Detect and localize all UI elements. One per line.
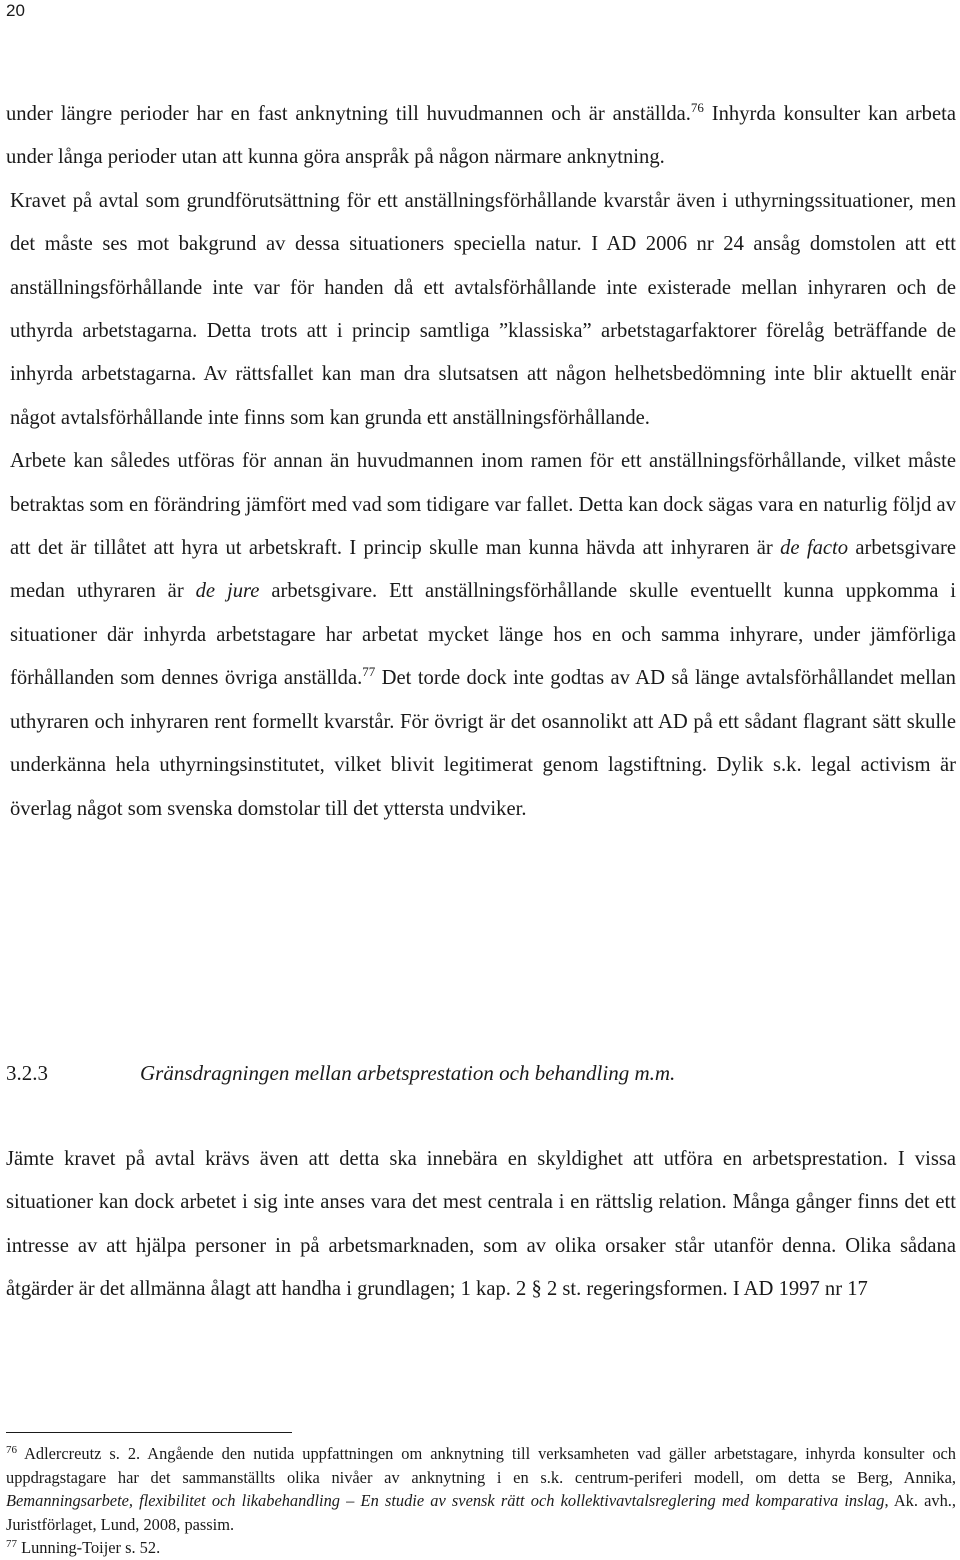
paragraph: Jämte kravet på avtal krävs även att detta ska innebära en skyldighet att utföra en arbetsprestation. I vissa situationer kan dock arbetet i sig inte anses vara det mest centrala i en rättslig relation. Många gånger finns det ett intresse av att hjälpa personer in på arbetsmarknaden, som av olika orsaker står utanför denna. Olika sådana åtgärder är det allmänna ålagt att handha i grundlagen; 1 kap. 2 § 2 st. regeringsformen. I AD 1997 nr 17 <box>6 1148 956 1301</box>
footnote-book-title: Bemanningsarbete, flexibilitet och likabehandling – En studie av svensk rätt och kollektivavtalsreglering med komparativa inslag <box>6 1491 885 1511</box>
footnote-text: , Ak. avh., Juristförlaget, Lund, 2008, passim. <box>6 1491 956 1534</box>
body-text-section-2 <box>6 1138 956 1312</box>
section-heading <box>6 1052 956 1095</box>
footnote-number: 76 <box>6 1444 17 1456</box>
body-text-section-1 <box>6 93 956 831</box>
footnote-ref-76[interactable]: 76 <box>690 100 704 115</box>
page-number: 20 <box>6 1 25 20</box>
text-run: arbetsgivare medan uthyraren är <box>10 537 957 603</box>
text-run: Inhyrda konsulter kan arbeta under långa perioder utan att kunna göra anspråk på någon närmare anknytning. <box>6 103 956 169</box>
footnote-76 <box>6 1442 956 1536</box>
text-run: Det torde dock inte godtas av AD så länge avtalsförhållandet mellan uthyraren och inhyraren rent formellt kvarstår. För övrigt är det osannolikt att AD på ett sådant flagrant sätt skulle underkänna hela uthyrningsinstitutet, vilket blivit legitimerat genom lagstiftning. Dylik s.k. legal activism är överlag något som svenska domstolar till det yttersta undviker. <box>10 667 956 820</box>
text-run: under längre perioder har en fast anknytning till huvudmannen och är anställda. <box>6 103 691 125</box>
footnote-ref-77[interactable]: 77 <box>362 664 376 680</box>
section-number: 3.2.3 <box>6 1061 48 1085</box>
paragraph <box>6 440 956 831</box>
footnote-number: 77 <box>6 1538 17 1551</box>
italic-term: de facto <box>780 537 849 560</box>
footnote-text: Lunning-Toijer s. 52. <box>17 1538 161 1558</box>
paragraph <box>6 93 956 180</box>
italic-term: de jure <box>195 580 260 603</box>
footnotes <box>6 1442 956 1560</box>
paragraph: Kravet på avtal som grundförutsättning för ett anställningsförhållande kvarstår även i uthyrningssituationer, men det måste ses mot bakgrund av dessa situationers speciella natur. I AD 2006 nr 24 ansåg domstolen att ett anställningsförhållande inte var för handen då ett avtalsförhållande inte existerade mellan inhyraren och de uthyrda arbetstagarna. Detta trots att i princip samtliga ”klassiska” arbetstagarfaktorer förelåg beträffande de inhyrda arbetstagarna. Av rättsfallet kan man dra slutsatsen att någon helhetsbedömning inte blir aktuellt enär något avtalsförhållande inte finns som kan grunda ett anställningsförhållande. <box>10 189 956 429</box>
footnote-divider <box>6 1432 292 1433</box>
section-title: Gränsdragningen mellan arbetsprestation och behandling m.m. <box>140 1061 676 1085</box>
text-run: Arbete kan således utföras för annan än huvudmannen inom ramen för ett anställningsförhållande, vilket måste betraktas som en förändring jämfört med vad som tidigare var fallet. Detta kan dock sägas vara en naturlig följd av att det är tillåtet att hyra ut arbetskraft. I princip skulle man kunna hävda att inhyraren är <box>10 450 956 560</box>
text-run: arbetsgivare. Ett anställningsförhållande skulle eventuellt kunna uppkomma i situationer där inhyrda arbetstagare har arbetat mycket länge hos en och samma inhyrare, under jämförliga förhållanden som dennes övriga anställda. <box>10 580 956 690</box>
footnote-77 <box>6 1536 956 1560</box>
footnote-text: Adlercreutz s. 2. Angående den nutida uppfattningen om anknytning till verksamheten vad gäller arbetstagare, inhyrda konsulter och uppdragstagare har det sammanställts olika nivåer av anknytning i en s.k. centrum-periferi modell, om detta se Berg, Annika, <box>6 1444 956 1487</box>
